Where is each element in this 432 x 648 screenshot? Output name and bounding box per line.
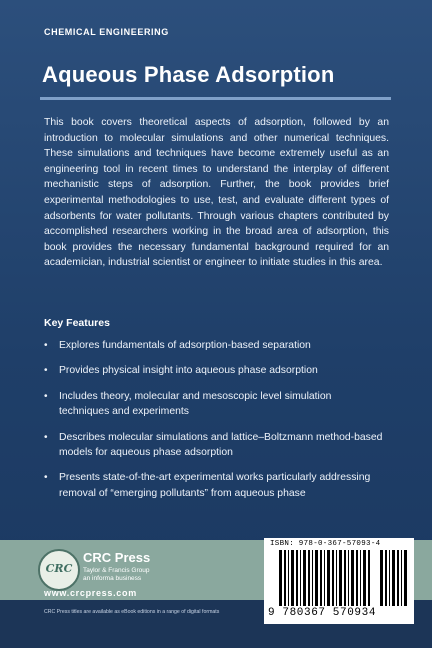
barcode-bar: [339, 550, 342, 606]
book-description: This book covers theoretical aspects of adsorption, followed by an introduction to molecular simulations and other numerical techniques. These simulations and techniques have become extremely useful as an engineering tool in recent times to understand the interplay of different mechanistic steps of adsorption. Further, the book provides brief experimental methodologies to use, test, and evaluate different types of adsorbents for water pollutants. Through various chapters contributed by accomplished researchers working in the broad area of adsorption, this book provides the necessary fundamental background required for an academician, industrial scientist or engineer to initiate studies in this area.: [44, 117, 389, 269]
barcode-bar: [351, 550, 354, 606]
publisher-url[interactable]: www.crcpress.com: [44, 588, 137, 598]
barcode-number: 9 780367 570934: [268, 607, 377, 619]
barcode-bar: [327, 550, 330, 606]
key-features-list: [44, 338, 384, 511]
barcode-bar: [279, 550, 282, 606]
feature-item: [44, 470, 384, 501]
key-features-heading: Key Features: [44, 317, 110, 329]
feature-item: [44, 363, 384, 378]
isbn-label: ISBN: 978-0-367-57093-4: [270, 540, 381, 548]
barcode: [264, 538, 414, 624]
bullet-icon: •: [44, 472, 48, 484]
barcode-bar: [300, 550, 301, 606]
barcode-bar: [291, 550, 294, 606]
barcode-bar: [303, 550, 306, 606]
barcode-bar: [401, 550, 402, 606]
addon-barcode-bars: [379, 550, 409, 606]
barcode-bar: [320, 550, 322, 606]
barcode-bar: [312, 550, 313, 606]
feature-item: [44, 338, 384, 353]
bullet-icon: •: [44, 340, 48, 351]
bullet-icon: •: [44, 390, 48, 402]
feature-text: Describes molecular simulations and lattice–Boltzmann method-based models for aqueous phase adsorption: [59, 431, 383, 459]
barcode-bar: [404, 550, 407, 606]
barcode-bar: [324, 550, 325, 606]
barcode-bar: [332, 550, 334, 606]
barcode-bar: [336, 550, 337, 606]
ebook-note: CRC Press titles are available as eBook editions in a range of digital formats: [44, 609, 220, 615]
book-title: Aqueous Phase Adsorption: [42, 62, 335, 87]
logo-text: CRC: [45, 562, 73, 575]
barcode-bar: [368, 550, 370, 606]
barcode-bar: [344, 550, 346, 606]
feature-item: [44, 430, 384, 461]
barcode-bar: [356, 550, 358, 606]
publisher-informa: an informa business: [83, 575, 142, 582]
publisher-name: CRC Press: [83, 550, 151, 565]
barcode-bar: [348, 550, 349, 606]
publisher-group: Taylor & Francis Group: [83, 567, 150, 574]
barcode-bar: [397, 550, 399, 606]
barcode-bar: [392, 550, 395, 606]
feature-item: [44, 389, 384, 420]
title-underline: [40, 97, 391, 100]
bullet-icon: •: [44, 431, 48, 443]
bullet-icon: •: [44, 365, 48, 377]
barcode-bar: [315, 550, 318, 606]
feature-text: Explores fundamentals of adsorption-based separation: [59, 340, 311, 351]
barcode-bar: [363, 550, 366, 606]
barcode-bar: [296, 550, 298, 606]
barcode-bar: [288, 550, 289, 606]
series-label: CHEMICAL ENGINEERING: [44, 27, 169, 37]
barcode-bar: [308, 550, 310, 606]
main-barcode-bars: [278, 550, 370, 606]
barcode-bar: [385, 550, 387, 606]
feature-text: Includes theory, molecular and mesoscopic level simulation techniques and experiments: [59, 390, 332, 418]
barcode-bar: [360, 550, 361, 606]
feature-text: Presents state-of-the-art experimental works particularly addressing removal of “emerging pollutants” from aqueous phase: [59, 472, 371, 499]
barcode-bar: [389, 550, 390, 606]
barcode-bar: [380, 550, 383, 606]
barcode-bar: [284, 550, 286, 606]
publisher-tagline: [83, 567, 149, 583]
crc-logo-icon: [38, 549, 80, 591]
feature-text: Provides physical insight into aqueous phase adsorption: [59, 365, 318, 377]
